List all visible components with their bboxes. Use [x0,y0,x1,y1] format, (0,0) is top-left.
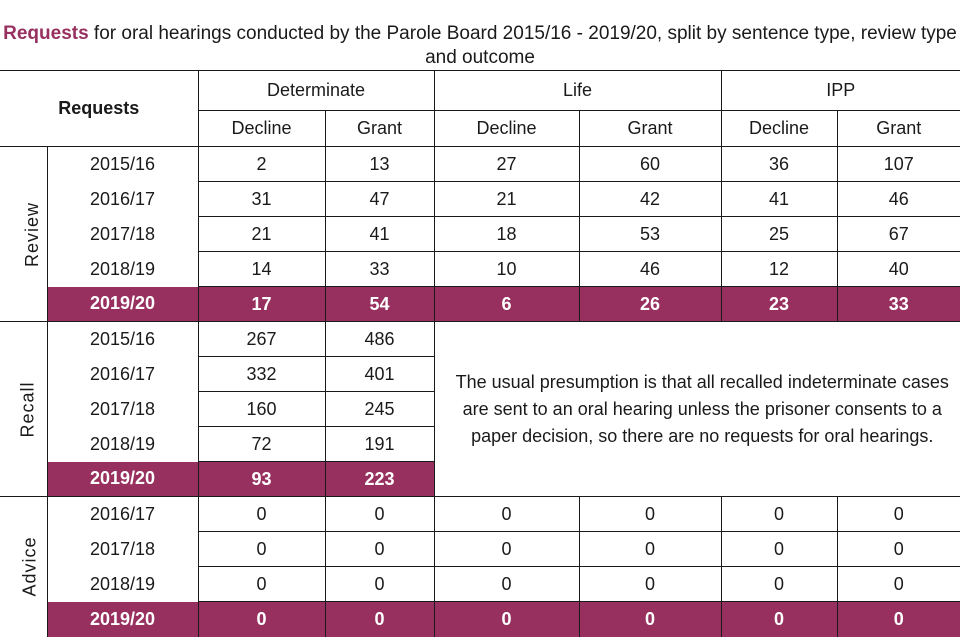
value-cell: 33 [837,287,960,322]
value-cell: 332 [198,357,325,392]
table-row [0,147,960,182]
value-cell: 13 [325,147,434,182]
value-cell: 54 [325,287,434,322]
value-cell: 267 [198,322,325,357]
value-cell: 21 [198,217,325,252]
value-cell: 33 [325,252,434,287]
value-cell: 0 [721,532,837,567]
value-cell: 0 [198,567,325,602]
year-cell: 2017/18 [47,217,198,252]
value-cell: 107 [837,147,960,182]
value-cell: 0 [325,497,434,532]
value-cell: 401 [325,357,434,392]
year-cell: 2016/17 [47,182,198,217]
value-cell: 0 [721,567,837,602]
outcome-header: Grant [876,118,922,138]
value-cell: 10 [434,252,579,287]
value-cell: 0 [837,532,960,567]
table-row [0,182,960,217]
year-cell: 2019/20 [47,602,198,637]
year-cell: 2016/17 [47,497,198,532]
value-cell: 2 [198,147,325,182]
value-cell: 21 [434,182,579,217]
value-cell: 60 [579,147,721,182]
section-label-recall [0,322,47,497]
recall-note: The usual presumption is that all recalled indeterminate cases are sent to an oral hearing unless the prisoner consents to a paper decision, so there are no requests for oral hearings. [434,322,960,497]
value-cell: 223 [325,462,434,497]
table-row [0,567,960,602]
section-label-review [0,147,47,322]
value-cell: 17 [198,287,325,322]
table-title [0,0,960,70]
value-cell: 0 [579,497,721,532]
year-cell: 2018/19 [47,427,198,462]
value-cell: 67 [837,217,960,252]
value-cell: 0 [434,602,579,637]
outcome-header: Grant [579,111,721,147]
value-cell: 160 [198,392,325,427]
value-cell: 0 [579,567,721,602]
value-cell: 53 [579,217,721,252]
value-cell: 47 [325,182,434,217]
table-row [0,497,960,532]
value-cell: 0 [837,497,960,532]
value-cell: 0 [434,497,579,532]
value-cell: 27 [434,147,579,182]
value-cell: 72 [198,427,325,462]
value-cell: 0 [198,532,325,567]
year-cell: 2018/19 [47,567,198,602]
outcome-header: Decline [434,111,579,147]
year-cell: 2019/20 [47,287,198,322]
year-cell: 2015/16 [47,147,198,182]
value-cell: 0 [837,567,960,602]
group-header-life: Life [434,71,721,111]
year-cell: 2017/18 [47,392,198,427]
value-cell: 0 [434,567,579,602]
outcome-header: Decline [721,111,837,147]
table-row [0,252,960,287]
value-cell: 0 [837,602,960,637]
value-cell: 0 [198,497,325,532]
table-row [0,532,960,567]
value-cell: 18 [434,217,579,252]
section-label-text: Review [22,201,43,267]
group-header-ipp: IPP [721,71,960,111]
value-cell: 26 [579,287,721,322]
value-cell: 93 [198,462,325,497]
outcome-header: Grant [325,111,434,147]
section-label-text: Advice [19,536,40,597]
value-cell: 0 [325,567,434,602]
value-cell: 41 [325,217,434,252]
section-label-text: Recall [17,380,38,438]
year-cell: 2015/16 [47,322,198,357]
value-cell: 0 [721,602,837,637]
group-header-determinate: Determinate [198,71,434,111]
value-cell: 14 [198,252,325,287]
value-cell: 46 [579,252,721,287]
value-cell: 23 [721,287,837,322]
table-row [0,322,960,357]
requests-table [0,70,960,637]
value-cell: 486 [325,322,434,357]
value-cell: 0 [579,532,721,567]
value-cell: 41 [721,182,837,217]
value-cell: 245 [325,392,434,427]
year-cell: 2018/19 [47,252,198,287]
title-text: for oral hearings conducted by the Parole Board 2015/16 - 2019/20, split by sentence type, review type and outcome [88,23,957,68]
value-cell: 46 [837,182,960,217]
table-row [0,287,960,322]
value-cell: 40 [837,252,960,287]
outcome-header: Decline [198,111,325,147]
section-label-advice [0,497,47,637]
value-cell: 36 [721,147,837,182]
corner-header: Requests [0,71,198,147]
value-cell: 0 [579,602,721,637]
title-highlight: Requests [3,23,89,44]
value-cell: 42 [579,182,721,217]
value-cell: 25 [721,217,837,252]
table-row [0,602,960,637]
table-row [0,217,960,252]
value-cell: 6 [434,287,579,322]
value-cell: 0 [325,532,434,567]
value-cell: 31 [198,182,325,217]
value-cell: 0 [325,602,434,637]
year-cell: 2017/18 [47,532,198,567]
year-cell: 2016/17 [47,357,198,392]
value-cell: 0 [434,532,579,567]
value-cell: 0 [721,497,837,532]
year-cell: 2019/20 [47,462,198,497]
value-cell: 191 [325,427,434,462]
value-cell: 12 [721,252,837,287]
header-row-groups [0,71,960,111]
value-cell: 0 [198,602,325,637]
